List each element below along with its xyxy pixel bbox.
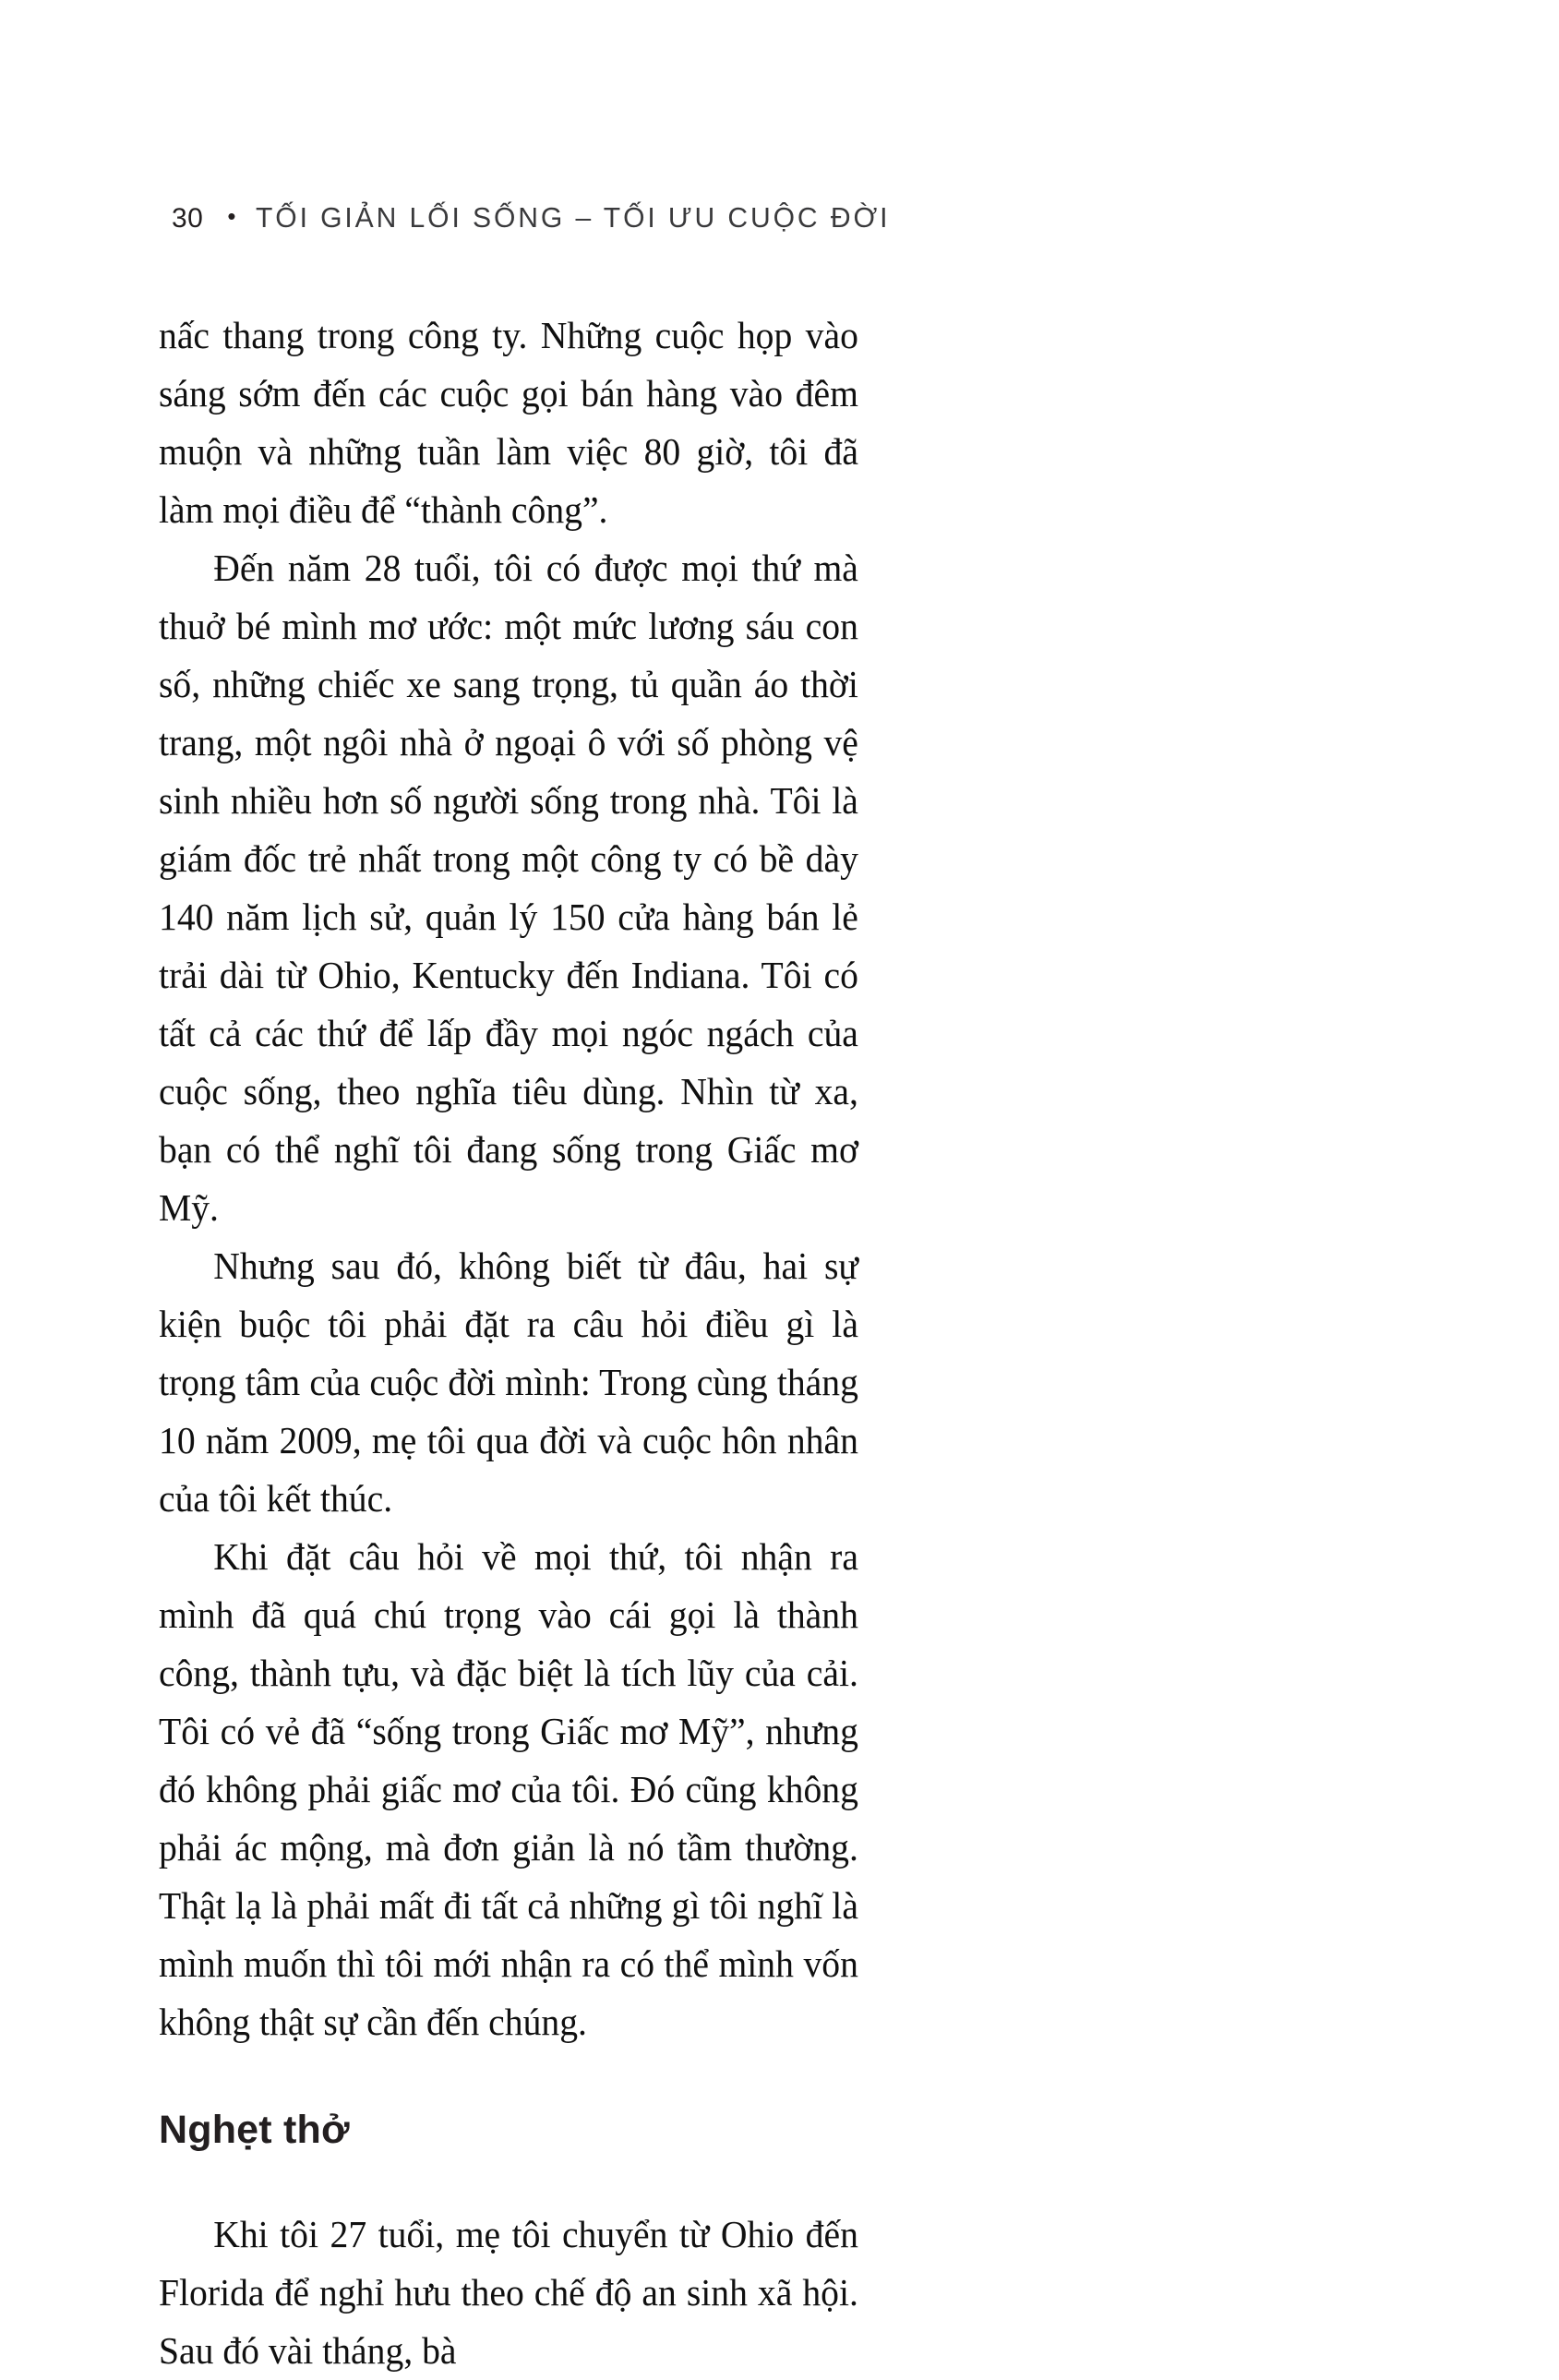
paragraph: Đến năm 28 tuổi, tôi có được mọi thứ mà thuở bé mình mơ ước: một mức lương sáu con số, những chiếc xe sang trọng, tủ quần áo thời trang, một ngôi nhà ở ngoại ô với số phòng vệ sinh nhiều hơn số người sống trong nhà. Tôi là giám đốc trẻ nhất trong một công ty có bề dày 140 năm lịch sử, quản lý 150 cửa hàng bán lẻ trải dài từ Ohio, Kentucky đến Indiana. Tôi có tất cả các thứ để lấp đầy mọi ngóc ngách của cuộc sống, theo nghĩa tiêu dùng. Nhìn từ xa, bạn có thể nghĩ tôi đang sống trong Giấc mơ Mỹ.	[159, 547, 858, 1229]
paragraph: Khi tôi 27 tuổi, mẹ tôi chuyển từ Ohio đến Florida để nghỉ hưu theo chế độ an sinh xã hội. Sau đó vài tháng, bà	[159, 2213, 858, 2372]
spacer-before-heading	[159, 2051, 858, 2110]
paragraph: Nhưng sau đó, không biết từ đâu, hai sự kiện buộc tôi phải đặt ra câu hỏi điều gì là trọng tâm của cuộc đời mình: Trong cùng tháng 10 năm 2009, mẹ tôi qua đời và cuộc hôn nhân của tôi kết thúc.	[159, 1244, 858, 1520]
paragraph: Khi đặt câu hỏi về mọi thứ, tôi nhận ra mình đã quá chú trọng vào cái gọi là thành công, thành tựu, và đặc biệt là tích lũy của cải. Tôi có vẻ đã “sống trong Giấc mơ Mỹ”, nhưng đó không phải giấc mơ của tôi. Đó cũng không phải ác mộng, mà đơn giản là nó tầm thường. Thật lạ là phải mất đi tất cả những gì tôi nghĩ là mình muốn thì tôi mới nhận ra có thể mình vốn không thật sự cần đến chúng.	[159, 1535, 858, 2043]
running-title: TỐI GIẢN LỐI SỐNG – TỐI ƯU CUỘC ĐỜI	[256, 201, 891, 234]
header-bullet-separator: •	[227, 202, 236, 230]
running-header	[172, 201, 910, 234]
section-heading: Nghẹt thở	[159, 2108, 350, 2152]
spacer-after-heading	[159, 2150, 858, 2206]
page-number: 30	[172, 203, 204, 234]
text-column	[159, 307, 858, 2380]
paragraph-continuation: nấc thang trong công ty. Những cuộc họp vào sáng sớm đến các cuộc gọi bán hàng vào đêm muộn và những tuần làm việc 80 giờ, tôi đã làm mọi điều để “thành công”.	[159, 314, 858, 531]
